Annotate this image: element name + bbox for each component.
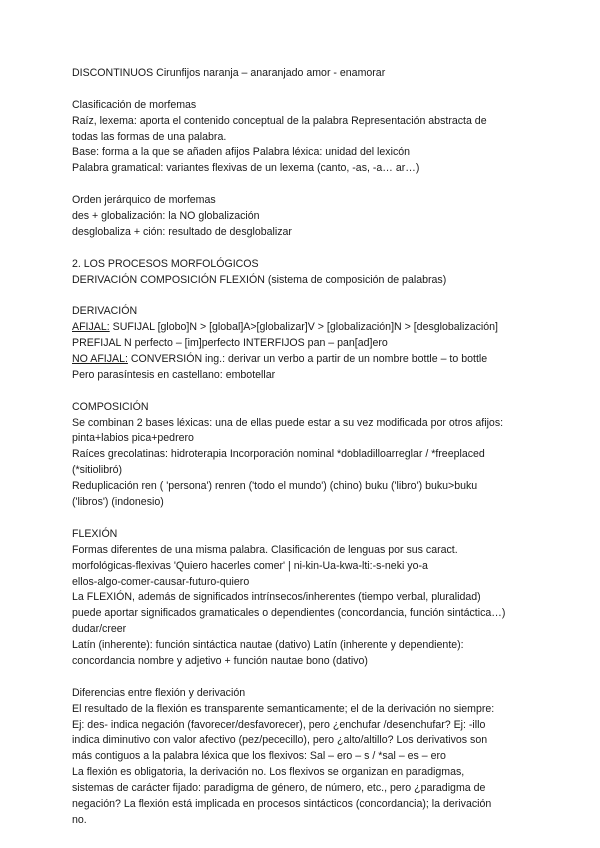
text-line [72,400,532,416]
paragraph-gap [72,511,532,527]
text-line [72,559,532,575]
text-line [72,495,532,511]
line-text: concordancia nombre y adjetivo + función nautae bono (dativo) [72,654,368,667]
line-text: DERIVACIÓN COMPOSICIÓN FLEXIÓN (sistema de composición de palabras) [72,273,447,286]
line-text: La FLEXIÓN, además de significados intrínsecos/inherentes (tiempo verbal, pluralidad) [72,591,481,604]
text-line [72,749,532,765]
text-line [72,527,532,543]
text-line [72,447,532,463]
line-text: pinta+labios pica+pedrero [72,432,194,445]
line-text: (*sitiolibró) [72,464,123,477]
line-text: no. [72,813,87,826]
line-text: 2. LOS PROCESOS MORFOLÓGICOS [72,257,259,270]
line-text: COMPOSICIÓN [72,400,149,413]
line-text: todas las formas de una palabra. [72,130,227,143]
text-line [72,718,532,734]
text-line [72,543,532,559]
document-page [72,66,532,829]
line-text: Reduplicación ren ( 'persona') renren ('todo el mundo') (chino) buku ('libro') buku>buku [72,480,478,493]
line-text: Base: forma a la que se añaden afijos Palabra léxica: unidad del lexicón [72,146,411,159]
text-line [72,336,532,352]
text-line [72,813,532,829]
line-text: indica diminutivo con valor afectivo (pez/pececillo), pero ¿alto/altillo? Los derivativos son [72,734,488,747]
text-line [72,479,532,495]
text-line [72,304,532,320]
text-line [72,368,532,384]
text-line [72,606,532,622]
line-text: Latín (inherente): función sintáctica nautae (dativo) Latín (inherente y dependiente): [72,639,464,652]
text-line [72,273,532,289]
line-text: DERIVACIÓN [72,305,138,318]
text-line [72,733,532,749]
text-line [72,765,532,781]
line-text: ellos-algo-comer-causar-futuro-quiero [72,575,250,588]
line-text: desglobaliza + ción: resultado de desglobalizar [72,225,292,238]
paragraph-gap [72,288,532,304]
line-text: Palabra gramatical: variantes flexivas de un lexema (canto, -as, -a… ar…) [72,162,420,175]
line-text: ('libros') (indonesio) [72,496,164,509]
line-text: Diferencias entre flexión y derivación [72,686,246,699]
text-line [72,209,532,225]
line-text: Ej: des- indica negación (favorecer/desfavorecer), pero ¿enchufar /desenchufar? Ej: -illo [72,718,486,731]
text-line [72,352,532,368]
line-text: negación? La flexión está implicada en procesos sintácticos (concordancia); la derivación [72,797,492,810]
text-line [72,686,532,702]
line-text: SUFIJAL [globo]N > [global]A>[globalizar]V > [globalización]N > [desglobalización] [109,321,498,334]
line-text: Formas diferentes de una misma palabra. Clasificación de lenguas por sus caract. [72,543,458,556]
underlined-label: AFIJAL: [72,321,110,334]
paragraph-gap [72,177,532,193]
line-text: DISCONTINUOS Cirunfijos naranja – anaranjado amor - enamorar [72,67,386,79]
text-line [72,145,532,161]
line-text: FLEXIÓN [72,527,118,540]
paragraph-gap [72,670,532,686]
text-line [72,114,532,130]
paragraph-gap [72,384,532,400]
text-line [72,702,532,718]
text-line [72,590,532,606]
line-text: PREFIJAL N perfecto – [im]perfecto INTERFIJOS pan – pan[ad]ero [72,337,388,350]
text-line [72,654,532,670]
text-line [72,193,532,209]
text-line [72,225,532,241]
line-text: Raíces grecolatinas: hidroterapia Incorporación nominal *dobladilloarreglar / *freeplaced [72,448,485,461]
line-text: Se combinan 2 bases léxicas: una de ellas puede estar a su vez modificada por otros afijos: [72,416,504,429]
line-text: La flexión es obligatoria, la derivación no. Los flexivos se organizan en paradigmas, [72,766,465,779]
line-text: dudar/creer [72,623,127,636]
text-line [72,66,532,82]
line-text: Raíz, lexema: aporta el contenido conceptual de la palabra Representación abstracta de [72,114,487,127]
text-line [72,431,532,447]
text-line [72,797,532,813]
underlined-label: NO AFIJAL: [72,353,128,366]
line-text: puede aportar significados gramaticales o dependientes (concordancia, función sintáctica…) [72,607,506,620]
text-line [72,416,532,432]
text-line [72,320,532,336]
paragraph-gap [72,241,532,257]
text-line [72,638,532,654]
paragraph-gap [72,82,532,98]
text-line [72,622,532,638]
text-line [72,98,532,114]
line-text: El resultado de la flexión es transparente semanticamente; el de la derivación no siempre: [72,702,495,715]
text-line [72,257,532,273]
text-line [72,575,532,591]
line-text: Clasificación de morfemas [72,98,197,111]
text-line [72,130,532,146]
text-line [72,463,532,479]
line-text: sistemas de carácter fijado: paradigma de género, de número, etc., pero ¿paradigma de [72,782,486,795]
line-text: morfológicas-flexivas 'Quiero hacerles comer' | ni-kin-Ua-kwa-lti:-s-neki yo-a [72,559,428,572]
line-text: Pero parasíntesis en castellano: embotellar [72,368,276,381]
line-text: Orden jerárquico de morfemas [72,194,216,207]
line-text: más contiguos a la palabra léxica que los flexivos: Sal – ero – s / *sal – es – ero [72,750,446,763]
line-text: des + globalización: la NO globalización [72,210,260,223]
text-line [72,781,532,797]
text-line [72,161,532,177]
line-text: CONVERSIÓN ing.: derivar un verbo a partir de un nombre bottle – to bottle [127,353,488,366]
